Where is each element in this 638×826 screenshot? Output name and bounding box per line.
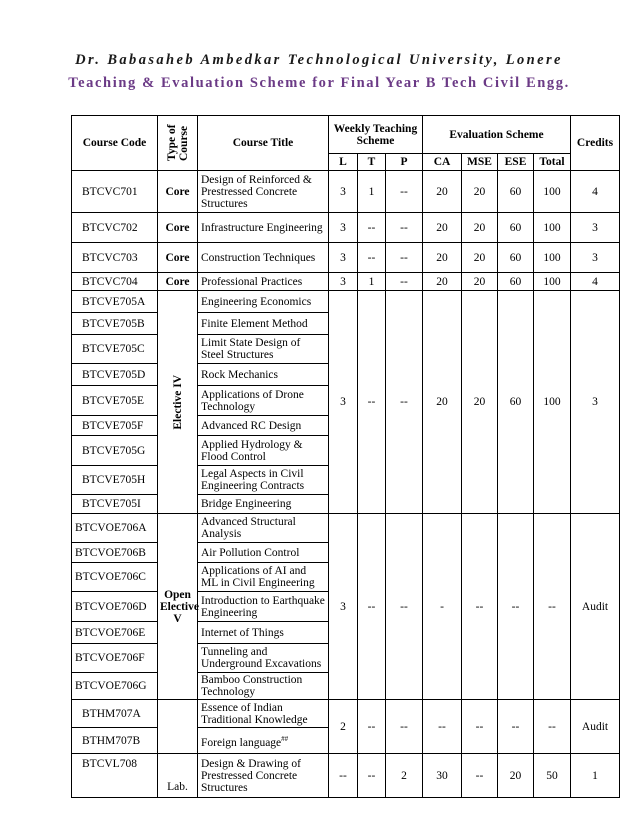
course-code: BTCVOE706G (72, 673, 158, 700)
cell-t: -- (358, 243, 386, 273)
header-course-title: Course Title (198, 116, 329, 171)
cell-t: 1 (358, 273, 386, 291)
course-title: Applications of AI and ML in Civil Engineering (198, 563, 329, 592)
course-title: Bridge Engineering (198, 495, 329, 514)
cell-l: 3 (329, 171, 358, 213)
cell-total: 50 (534, 754, 571, 798)
header-p: P (386, 154, 423, 171)
header-evaluation: Evaluation Scheme (423, 116, 571, 154)
cell-t: 1 (358, 171, 386, 213)
cell-mse: -- (462, 514, 498, 700)
course-code: BTHM707B (72, 728, 158, 754)
header-ese: ESE (498, 154, 534, 171)
course-code: BTCVE705I (72, 495, 158, 514)
cell-credits: 4 (571, 171, 620, 213)
cell-total: 100 (534, 171, 571, 213)
course-title: Engineering Economics (198, 291, 329, 313)
foreign-language-label: Foreign language (201, 736, 282, 749)
cell-total: -- (534, 514, 571, 700)
header-credits: Credits (571, 116, 620, 171)
cell-p: -- (386, 213, 423, 243)
course-code: BTCVE705H (72, 466, 158, 495)
course-code: BTCVC701 (72, 171, 158, 213)
course-code: BTCVOE706E (72, 622, 158, 644)
table-row (72, 243, 620, 273)
table-row (72, 213, 620, 243)
course-title: Tunneling and Underground Excavations (198, 644, 329, 673)
cell-p: -- (386, 291, 423, 514)
header-t: T (358, 154, 386, 171)
cell-ese: 60 (498, 273, 534, 291)
cell-p: -- (386, 700, 423, 754)
course-title (198, 728, 329, 754)
cell-ca: 20 (423, 171, 462, 213)
course-title: Applied Hydrology & Flood Control (198, 436, 329, 466)
cell-ca: 20 (423, 291, 462, 514)
cell-credits: 3 (571, 291, 620, 514)
header-type-of-course: Type of Course (158, 116, 198, 171)
cell-ese: -- (498, 514, 534, 700)
cell-credits: Audit (571, 514, 620, 700)
table-row (72, 514, 620, 543)
elective-iv-type: Elective IV (158, 291, 198, 514)
course-title: Applications of Drone Technology (198, 386, 329, 416)
cell-ese: -- (498, 700, 534, 754)
cell-ese: 60 (498, 291, 534, 514)
header-ca: CA (423, 154, 462, 171)
cell-mse: 20 (462, 291, 498, 514)
course-title: Introduction to Earthquake Engineering (198, 592, 329, 622)
cell-p: -- (386, 243, 423, 273)
cell-credits: 1 (571, 754, 620, 798)
course-title: Advanced RC Design (198, 416, 329, 436)
cell-l: 3 (329, 213, 358, 243)
course-title: Internet of Things (198, 622, 329, 644)
course-code: BTCVL708 (72, 754, 158, 798)
cell-t: -- (358, 291, 386, 514)
cell-l: 2 (329, 700, 358, 754)
cell-total: 100 (534, 243, 571, 273)
cell-ca: - (423, 514, 462, 700)
course-title: Bamboo Construction Technology (198, 673, 329, 700)
cell-ese: 60 (498, 243, 534, 273)
open-elective-v-type: Open Elective V (158, 514, 198, 700)
table-row (72, 273, 620, 291)
course-title: Design & Drawing of Prestressed Concrete Structures (198, 754, 329, 798)
course-title: Design of Reinforced & Prestressed Concrete Structures (198, 171, 329, 213)
cell-credits: 3 (571, 213, 620, 243)
cell-p: 2 (386, 754, 423, 798)
course-type: Core (158, 273, 198, 291)
header-weekly: Weekly Teaching Scheme (329, 116, 423, 154)
cell-l: 3 (329, 291, 358, 514)
cell-ca: 20 (423, 213, 462, 243)
header-course-code: Course Code (72, 116, 158, 171)
course-type: Core (158, 171, 198, 213)
cell-credits: 3 (571, 243, 620, 273)
course-title: Air Pollution Control (198, 543, 329, 563)
cell-ese: 60 (498, 171, 534, 213)
course-code: BTCVOE706C (72, 563, 158, 592)
course-code: BTCVE705F (72, 416, 158, 436)
course-title: Rock Mechanics (198, 364, 329, 386)
cell-mse: 20 (462, 171, 498, 213)
cell-credits: Audit (571, 700, 620, 754)
course-code: BTCVE705C (72, 335, 158, 364)
cell-mse: 20 (462, 243, 498, 273)
course-type: Core (158, 213, 198, 243)
course-title: Legal Aspects in Civil Engineering Contracts (198, 466, 329, 495)
cell-ca: -- (423, 700, 462, 754)
cell-credits: 4 (571, 273, 620, 291)
cell-t: -- (358, 700, 386, 754)
cell-total: -- (534, 700, 571, 754)
course-code: BTCVOE706D (72, 592, 158, 622)
course-title: Infrastructure Engineering (198, 213, 329, 243)
table-row (72, 171, 620, 213)
university-title: Dr. Babasaheb Ambedkar Technological University, Lonere (75, 52, 563, 68)
scheme-title: Teaching & Evaluation Scheme for Final Year B Tech Civil Engg. (68, 75, 570, 91)
table-row (72, 291, 620, 313)
course-code: BTCVE705E (72, 386, 158, 416)
cell-t: -- (358, 754, 386, 798)
cell-ese: 60 (498, 213, 534, 243)
course-title: Essence of Indian Traditional Knowledge (198, 700, 329, 728)
cell-ca: 20 (423, 243, 462, 273)
cell-mse: -- (462, 700, 498, 754)
course-code: BTCVOE706A (72, 514, 158, 543)
cell-t: -- (358, 213, 386, 243)
cell-p: -- (386, 171, 423, 213)
cell-l: 3 (329, 273, 358, 291)
course-code: BTCVC703 (72, 243, 158, 273)
cell-t: -- (358, 514, 386, 700)
header-l: L (329, 154, 358, 171)
course-title: Professional Practices (198, 273, 329, 291)
course-title: Construction Techniques (198, 243, 329, 273)
cell-ese: 20 (498, 754, 534, 798)
cell-mse: -- (462, 754, 498, 798)
teaching-evaluation-table (71, 115, 620, 798)
cell-l: 3 (329, 243, 358, 273)
course-code: BTCVOE706B (72, 543, 158, 563)
course-code: BTCVE705B (72, 313, 158, 335)
course-type: Core (158, 243, 198, 273)
course-code: BTCVOE706F (72, 644, 158, 673)
course-code: BTHM707A (72, 700, 158, 728)
course-code: BTCVE705A (72, 291, 158, 313)
cell-mse: 20 (462, 273, 498, 291)
course-code: BTCVE705D (72, 364, 158, 386)
course-type: Lab. (158, 754, 198, 798)
cell-l: -- (329, 754, 358, 798)
course-title: Advanced Structural Analysis (198, 514, 329, 543)
cell-ca: 30 (423, 754, 462, 798)
cell-p: -- (386, 273, 423, 291)
header-total: Total (534, 154, 571, 171)
cell-p: -- (386, 514, 423, 700)
course-title: Limit State Design of Steel Structures (198, 335, 329, 364)
header-row-1 (72, 116, 620, 154)
cell-mse: 20 (462, 213, 498, 243)
cell-total: 100 (534, 273, 571, 291)
cell-l: 3 (329, 514, 358, 700)
humanities-type (158, 700, 198, 754)
footnote-marker: ## (281, 734, 289, 743)
cell-total: 100 (534, 291, 571, 514)
course-title: Finite Element Method (198, 313, 329, 335)
course-code: BTCVC704 (72, 273, 158, 291)
course-code: BTCVC702 (72, 213, 158, 243)
course-code: BTCVE705G (72, 436, 158, 466)
header-mse: MSE (462, 154, 498, 171)
table-row (72, 700, 620, 728)
cell-ca: 20 (423, 273, 462, 291)
cell-total: 100 (534, 213, 571, 243)
table-row (72, 754, 620, 798)
